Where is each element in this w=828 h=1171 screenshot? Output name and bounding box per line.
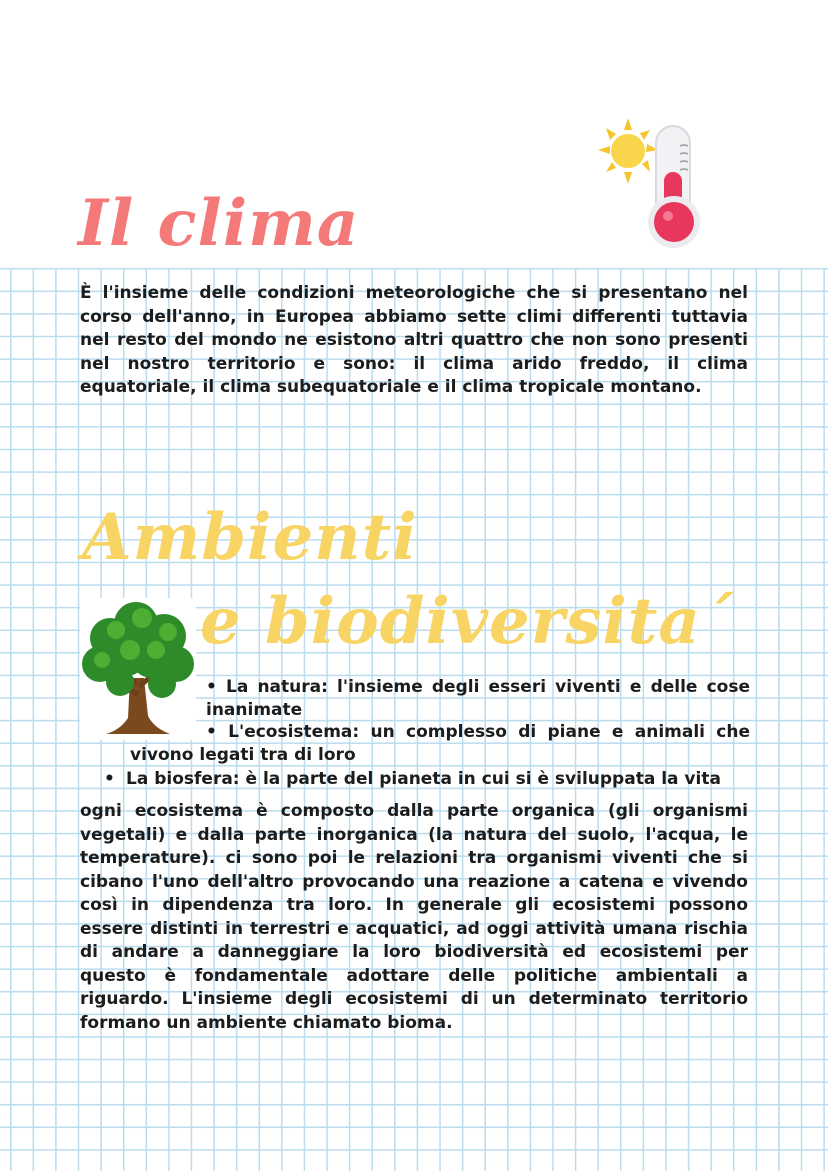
clima-paragraph: È l'insieme delle condizioni meteorologiche che si presentano nel corso dell'anno, in Europea abbiamo sette climi differenti tuttavia nel resto del mondo ne esistono altri quattro che non sono presenti nel nostro territorio e sono: il clima arido freddo, il clima equatoriale, il clima subequatoriale e il clima tropicale montano. — [80, 283, 748, 397]
bullet-biosfera-text: La biosfera: è la parte del pianeta in cui si è sviluppata la vita — [126, 769, 721, 789]
clima-title: Il clima — [78, 186, 360, 261]
bullet-biosfera — [104, 768, 750, 791]
tree-icon — [80, 598, 196, 740]
sun-thermometer-icon — [598, 116, 718, 256]
bullet-natura: • La natura: l'insieme degli esseri viventi e delle cose inanimate — [206, 677, 750, 720]
ambienti-title-line1: Ambienti — [82, 500, 418, 575]
ecosistema-paragraph: ogni ecosistema è composto dalla parte organica (gli organismi vegetali) e dalla parte inorganica (la natura del suolo, l'acqua, le temperature). ci sono poi le relazioni tra organismi viventi che si cibano l'uno dell'altro provocando una reazione a catena e vivendo così in dipendenza tra loro. In generale gli ecosistemi possono essere distinti in terrestri e acquatici, ad oggi attività umana rischia di andare a danneggiare la loro biodiversità ed ecosistemi per questo è fondamentale adottare delle politiche ambientali a riguardo. L'insieme degli ecosistemi di un determinato territorio formano un ambiente chiamato bioma. — [80, 801, 748, 1033]
bullet-ecosistema: • L'ecosistema: un complesso di piane e animali che vivono legati tra di loro — [130, 722, 750, 765]
bullet-marker: • — [104, 769, 115, 789]
ambienti-title-line2: e biodiversita´ — [200, 584, 734, 659]
